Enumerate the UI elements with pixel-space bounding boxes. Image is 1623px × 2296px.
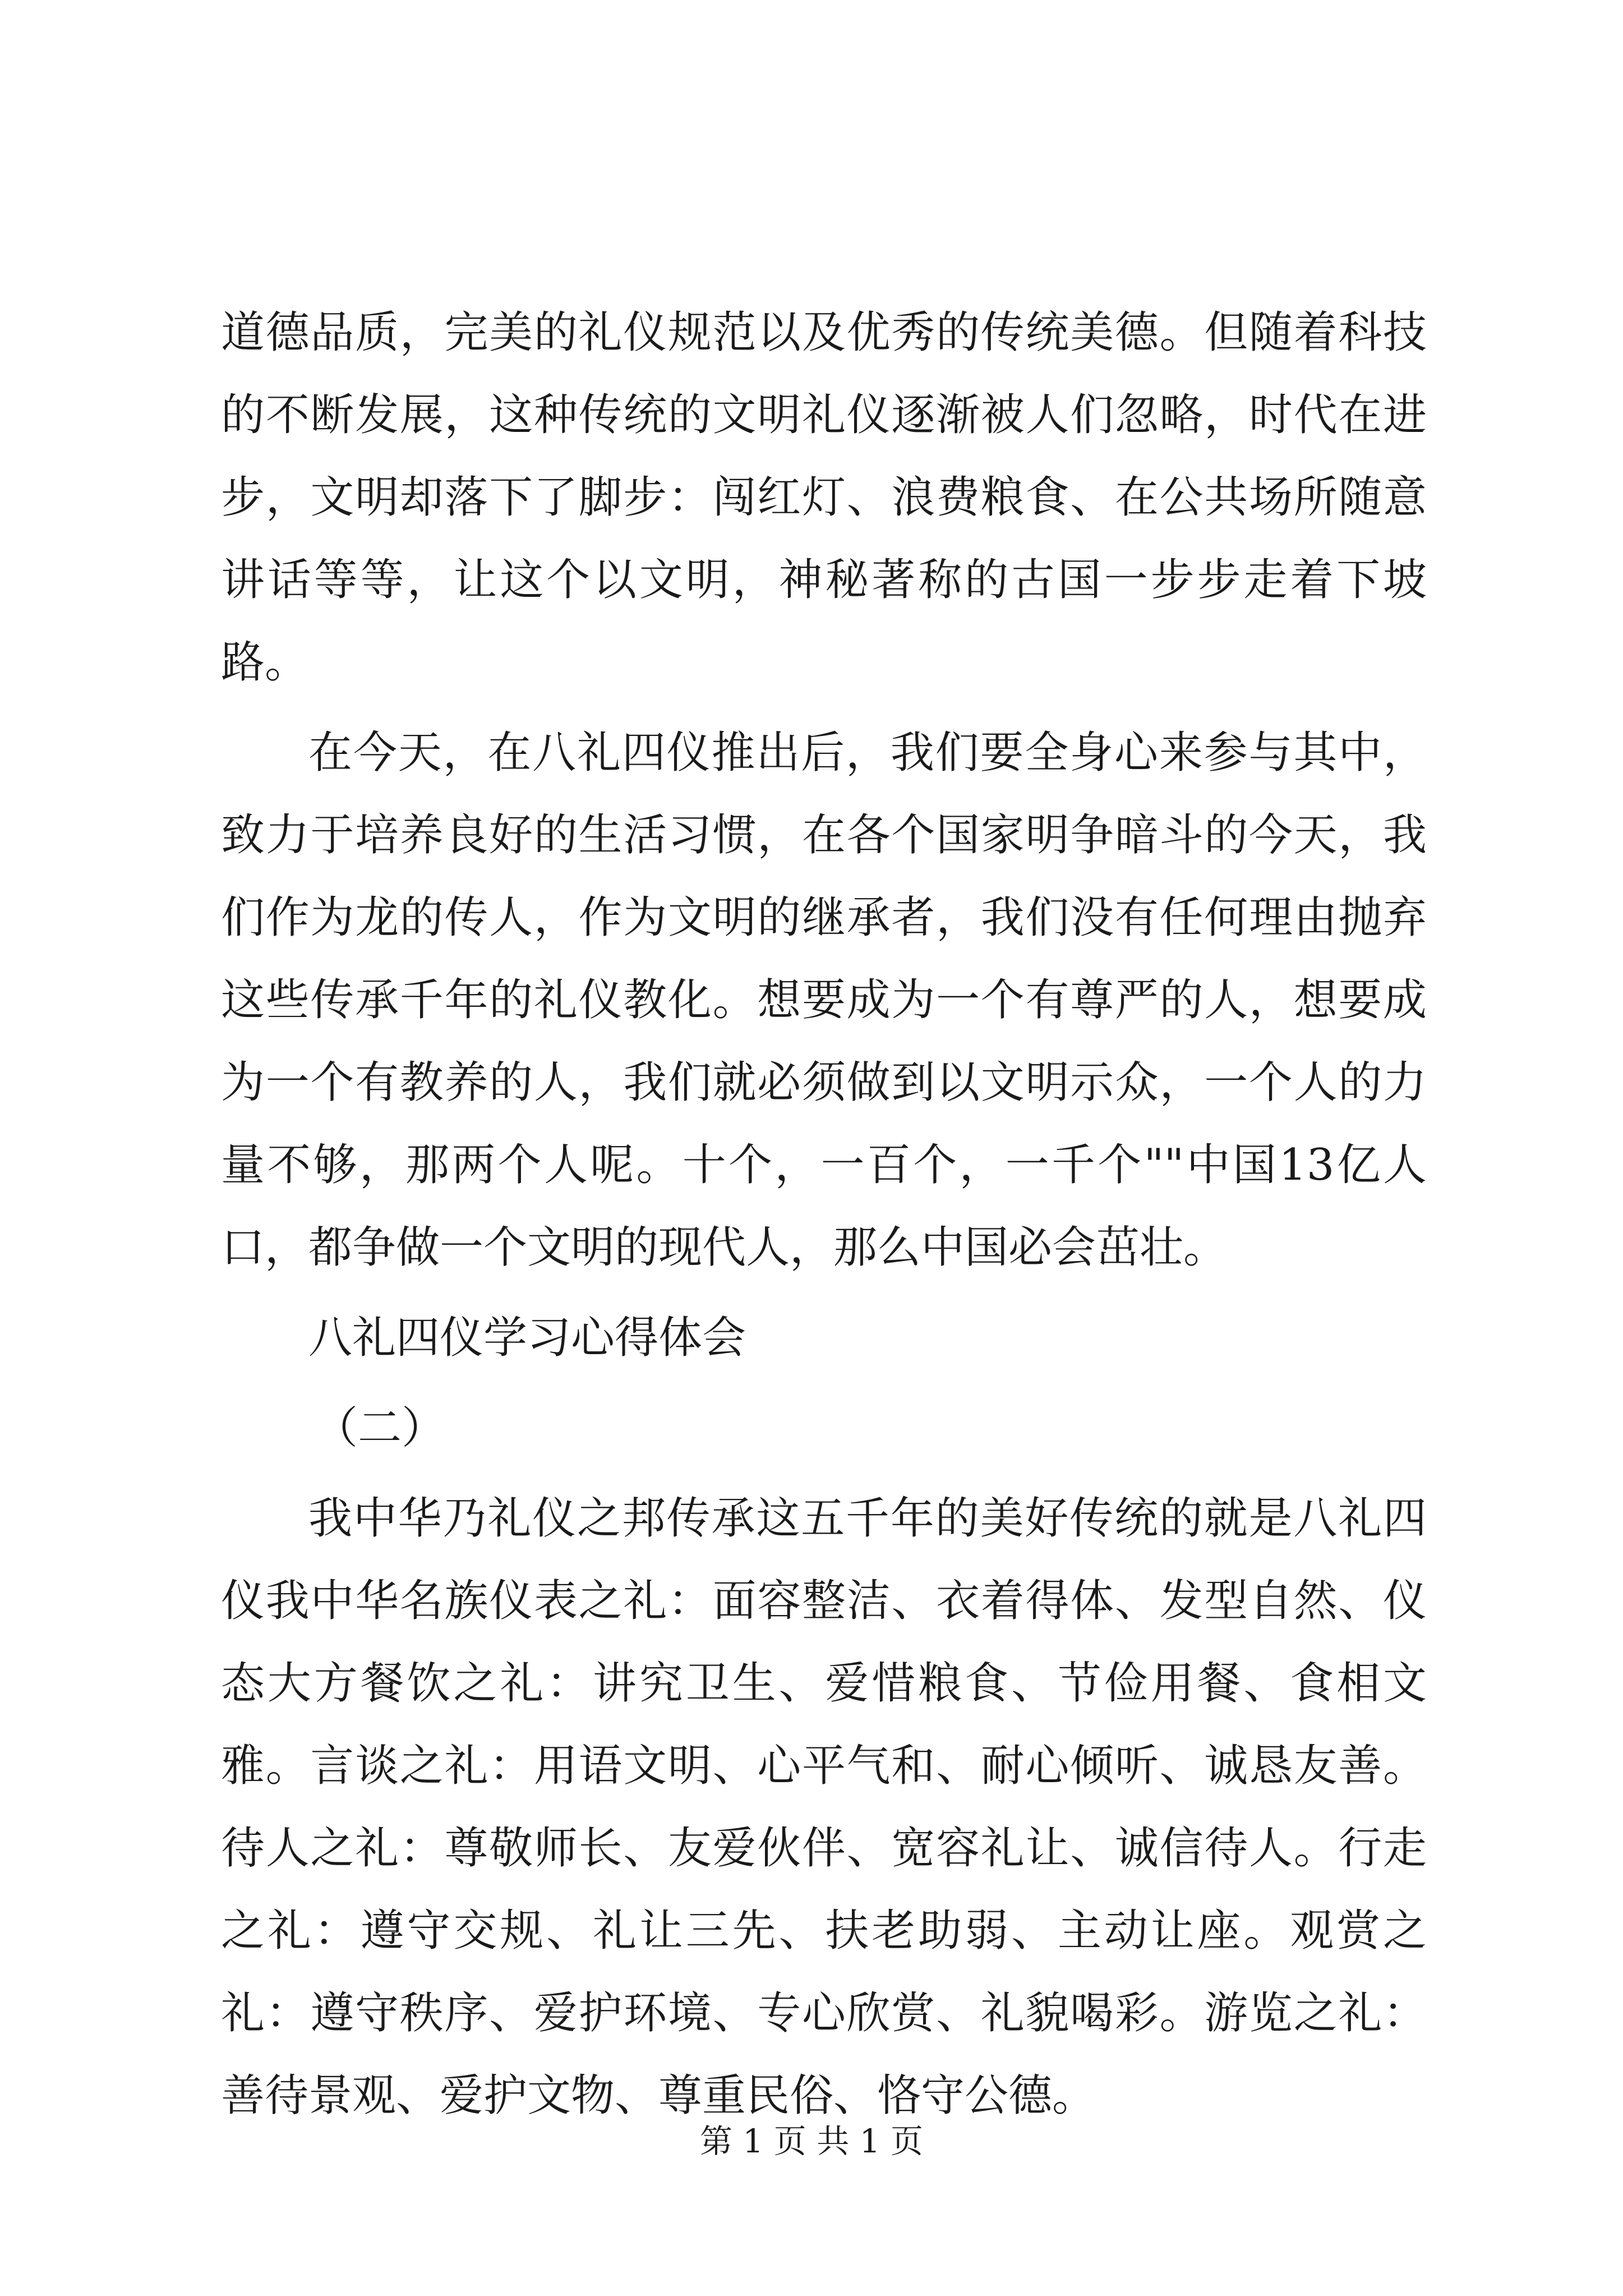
- section-number: （二）: [314, 1403, 446, 1453]
- document-body: [221, 292, 1427, 2137]
- paragraph-continuation: 道德品质，完美的礼仪规范以及优秀的传统美德。但随着科技的不断发展，这种传统的文明礼仪逐渐被人们忽略，时代在进步，文明却落下了脚步：闯红灯、浪费粮食、在公共场所随意讲话等等，让这个以文明，神秘著称的古国一步步走着下坡路。: [221, 307, 1427, 688]
- section-title: 八礼四仪学习心得体会: [308, 1313, 746, 1363]
- paragraph-body: 在今天，在八礼四仪推出后，我们要全身心来参与其中，致力于培养良好的生活习惯，在各个国家明争暗斗的今天，我们作为龙的传人，作为文明的继承者，我们没有任何理由抛弃这些传承千年的礼仪教化。想要成为一个有尊严的人，想要成为一个有教养的人，我们就必须做到以文明示众，一个人的力量不够，那两个人呢。十个，一百个，一千个""中国13亿人口，都争做一个文明的现代人，那么中国必会茁壮。: [221, 728, 1427, 1273]
- paragraph-body: 我中华乃礼仪之邦传承这五千年的美好传统的就是八礼四仪我中华名族仪表之礼：面容整洁、衣着得体、发型自然、仪态大方餐饮之礼：讲究卫生、爱惜粮食、节俭用餐、食相文雅。言谈之礼：用语文明、心平气和、耐心倾听、诚恳友善。待人之礼：尊敬师长、友爱伙伴、宽容礼让、诚信待人。行走之礼：遵守交规、礼让三先、扶老助弱、主动让座。观赏之礼：遵守秩序、爱护环境、专心欣赏、礼貌喝彩。游览之礼：善待景观、爱护文物、尊重民俗、恪守公德。: [221, 1493, 1427, 2121]
- page-footer: 第 1 页 共 1 页: [700, 2122, 923, 2160]
